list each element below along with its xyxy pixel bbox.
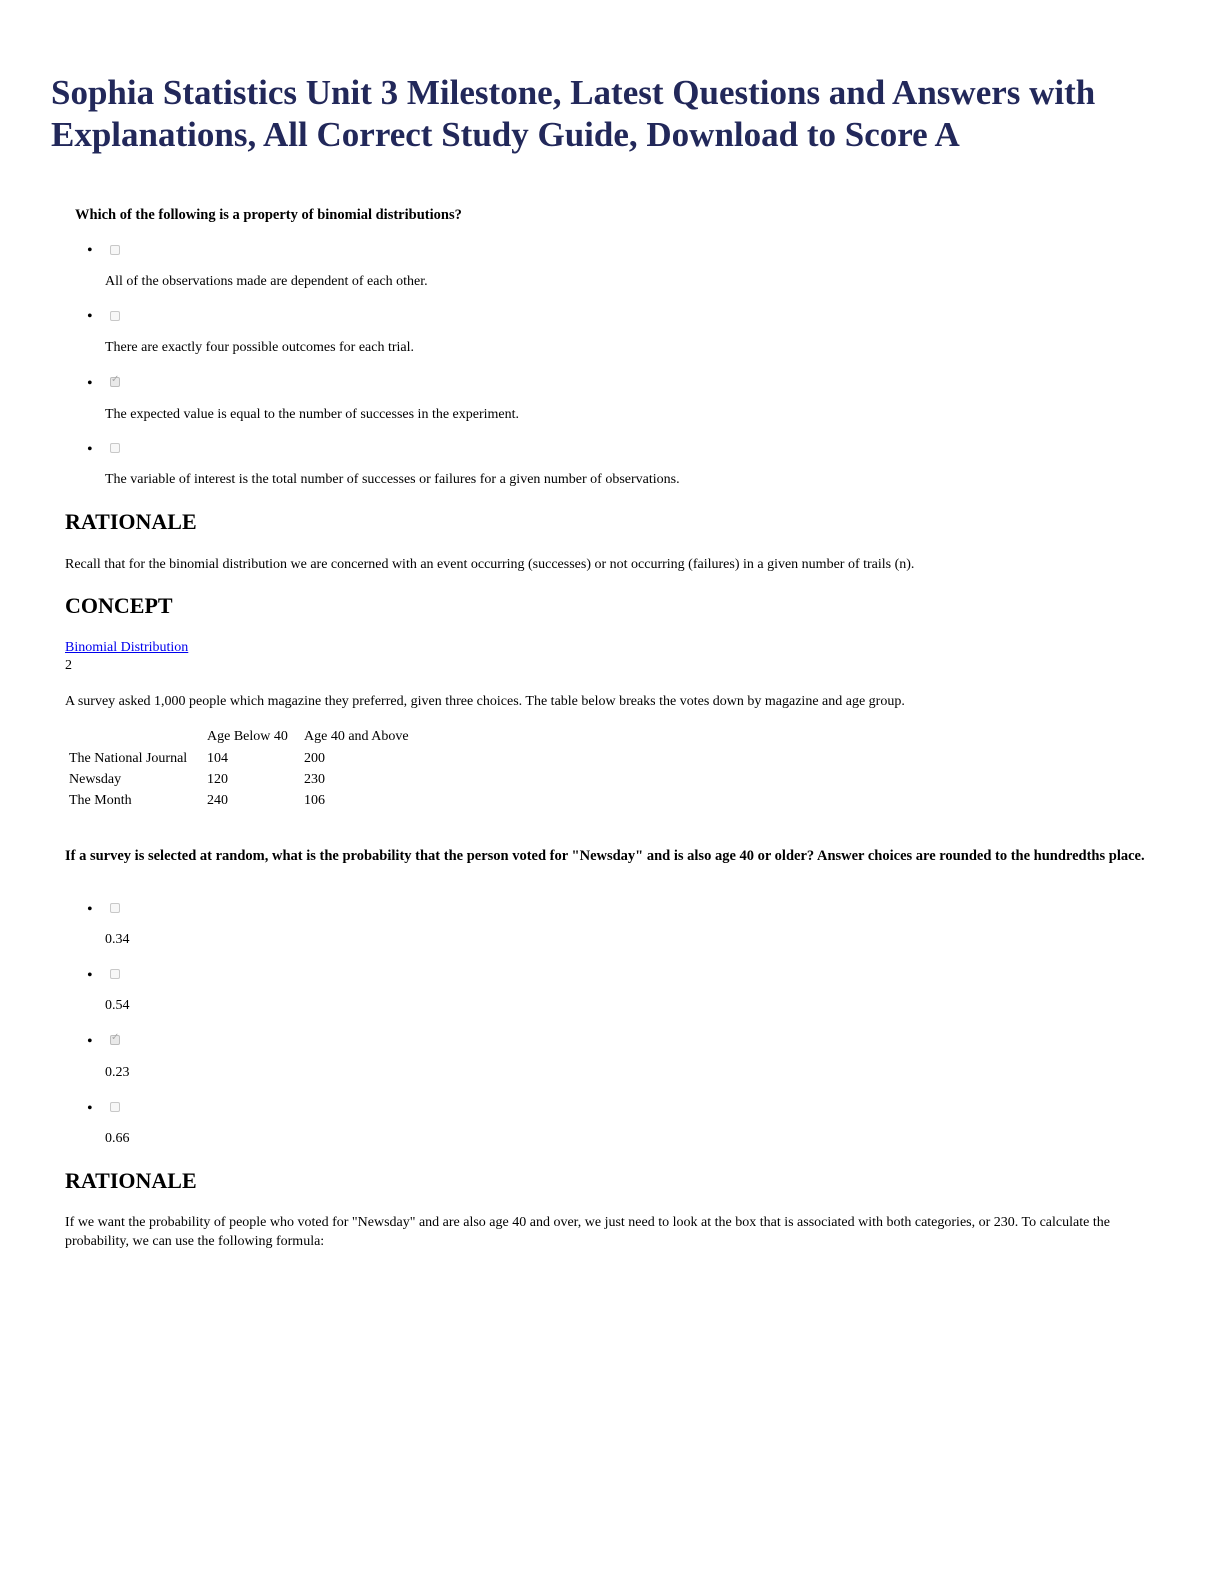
q2-option-3-label: 0.23 — [105, 1065, 130, 1080]
q2-option-1-checkbox[interactable] — [110, 903, 120, 913]
q1-option-1-label: All of the observations made are dependent of each other. — [105, 274, 428, 289]
table-header-40-and-above: Age 40 and Above — [304, 729, 409, 744]
q2-option-4-label: 0.66 — [105, 1131, 130, 1146]
document-title: Sophia Statistics Unit 3 Milestone, Latest Questions and Answers with Explanations, All Correct Study Guide, Download to Score A — [51, 73, 1096, 154]
q1-option-1-checkbox[interactable] — [110, 245, 120, 255]
bullet: • — [87, 308, 93, 325]
q1-option-3-label: The expected value is equal to the number of successes in the experiment. — [105, 407, 520, 422]
bullet: • — [87, 375, 93, 392]
bullet: • — [87, 242, 93, 259]
table-cell: 240 — [207, 793, 228, 808]
table-cell: 106 — [304, 793, 325, 808]
rationale-text: Recall that for the binomial distribution we are concerned with an event occurring (successes) or not occurring (failures) in a given number of trails (n). — [65, 557, 915, 572]
q2-option-4-checkbox[interactable] — [110, 1102, 120, 1112]
bullet: • — [87, 901, 93, 918]
q2-option-2-label: 0.54 — [105, 998, 130, 1013]
q1-option-2-label: There are exactly four possible outcomes for each trial. — [105, 340, 415, 355]
bullet: • — [87, 1100, 93, 1117]
concept-heading: CONCEPT — [65, 593, 173, 618]
table-cell: 104 — [207, 751, 228, 766]
table-cell: 200 — [304, 751, 325, 766]
q2-option-1-label: 0.34 — [105, 932, 130, 947]
table-row-label: The National Journal — [69, 751, 188, 766]
q1-option-4-checkbox[interactable] — [110, 443, 120, 453]
rationale-text-2: If we want the probability of people who voted for "Newsday" and are also age 40 and over, we just need to look at the box that is associated with both categories, or 230. To calculate the probability, we can use the following formula: — [65, 1215, 1110, 1249]
q2-option-2-checkbox[interactable] — [110, 969, 120, 979]
table-cell: 120 — [207, 772, 228, 787]
q1-option-3-checkbox[interactable] — [110, 377, 120, 387]
question-1-text: Which of the following is a property of binomial distributions? — [75, 207, 462, 223]
rationale-heading: RATIONALE — [65, 509, 197, 534]
table-row-label: Newsday — [69, 772, 122, 787]
table-row-label: The Month — [69, 793, 132, 808]
question-number: 2 — [65, 658, 72, 673]
q1-option-4-label: The variable of interest is the total number of successes or failures for a given number of observations. — [105, 472, 680, 487]
question-2-text: If a survey is selected at random, what is the probability that the person voted for "Newsday" and is also age 40 or older? Answer choices are rounded to the hundredths place. — [65, 848, 1145, 864]
q1-option-2-checkbox[interactable] — [110, 311, 120, 321]
survey-intro-text: A survey asked 1,000 people which magazine they preferred, given three choices. The table below breaks the votes down by magazine and age group. — [65, 694, 905, 709]
bullet: • — [87, 967, 93, 984]
bullet: • — [87, 441, 93, 458]
table-header-below-40: Age Below 40 — [207, 729, 288, 744]
bullet: • — [87, 1033, 93, 1050]
q2-option-3-checkbox[interactable] — [110, 1035, 120, 1045]
rationale-heading-2: RATIONALE — [65, 1168, 197, 1193]
table-cell: 230 — [304, 772, 325, 787]
concept-link-binomial-distribution[interactable]: Binomial Distribution — [65, 640, 189, 655]
